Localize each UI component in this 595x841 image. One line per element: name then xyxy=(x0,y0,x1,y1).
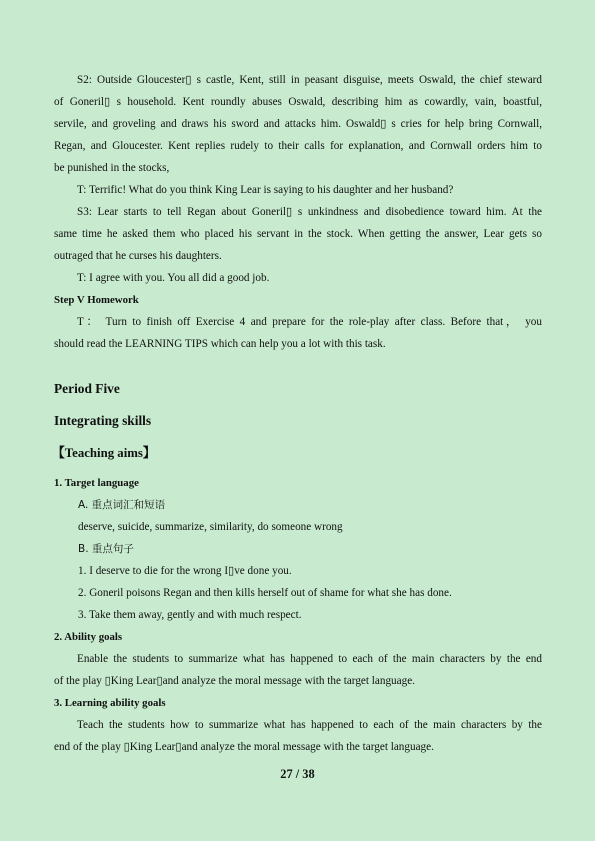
paragraph-s2-line: S2: Outside Gloucester▯ s castle, Kent, still in peasant disguise, meets Oswald, the chief steward xyxy=(77,74,542,86)
target-language-heading: 1. Target language xyxy=(54,477,139,489)
paragraph-s3-line: same time he asked them who placed his servant in the stock. When getting the answer, Lear gets so xyxy=(54,228,542,240)
vocab-label: A. 重点词汇和短语 xyxy=(78,499,166,511)
paragraph-s2-line: servile, and groveling and draws his sword and attacks him. Oswald▯ s cries for help bring Cornwall, xyxy=(54,118,542,130)
ability-goals-line: Enable the students to summarize what has happened to each of the main characters by the end xyxy=(77,653,542,665)
section-title: Integrating skills xyxy=(54,413,152,428)
paragraph-t1: T: Terrific! What do you think King Lear is saying to his daughter and her husband? xyxy=(77,184,454,196)
paragraph-s2-line: Regan, and Gloucester. Kent replies rudely to their calls for explanation, and Cornwall orders him to xyxy=(54,140,542,152)
ability-goals-heading: 2. Ability goals xyxy=(54,631,123,643)
step5-heading: Step V Homework xyxy=(54,294,139,306)
paragraph-s2-line: be punished in the stocks, xyxy=(54,162,170,174)
learning-goals-heading: 3. Learning ability goals xyxy=(54,697,166,709)
paragraph-s3-line: S3: Lear starts to tell Regan about Goneril▯ s unkindness and disobedience toward him. At the xyxy=(77,206,542,218)
paragraph-s2-line: of Goneril▯ s household. Kent roundly abuses Oswald, describing him as cowardly, vain, boastful, xyxy=(54,96,542,108)
teaching-aims-title: 【Teaching aims】 xyxy=(52,446,156,460)
sentence-item: 2. Goneril poisons Regan and then kills herself out of shame for what she has done. xyxy=(78,587,452,599)
ability-goals-line: of the play ▯King Lear▯and analyze the moral message with the target language. xyxy=(54,675,415,687)
learning-goals-line: Teach the students how to summarize what has happened to each of the main characters by the xyxy=(77,719,542,731)
learning-goals-line: end of the play ▯King Lear▯and analyze the moral message with the target language. xyxy=(54,741,434,753)
homework-line: T： Turn to finish off Exercise 4 and prepare for the role-play after class. Before that， you xyxy=(77,316,542,328)
paragraph-t2: T: I agree with you. You all did a good job. xyxy=(77,272,270,284)
period-title: Period Five xyxy=(54,381,120,396)
vocab-list: deserve, suicide, summarize, similarity, do someone wrong xyxy=(78,521,343,533)
sentences-label: B. 重点句子 xyxy=(78,543,134,555)
sentence-item: 1. I deserve to die for the wrong I▯ve done you. xyxy=(78,565,292,577)
sentence-item: 3. Take them away, gently and with much respect. xyxy=(78,609,302,621)
homework-line: should read the LEARNING TIPS which can help you a lot with this task. xyxy=(54,338,386,350)
page-number: 27 / 38 xyxy=(280,767,315,781)
paragraph-s3-line: outraged that he curses his daughters. xyxy=(54,250,222,262)
